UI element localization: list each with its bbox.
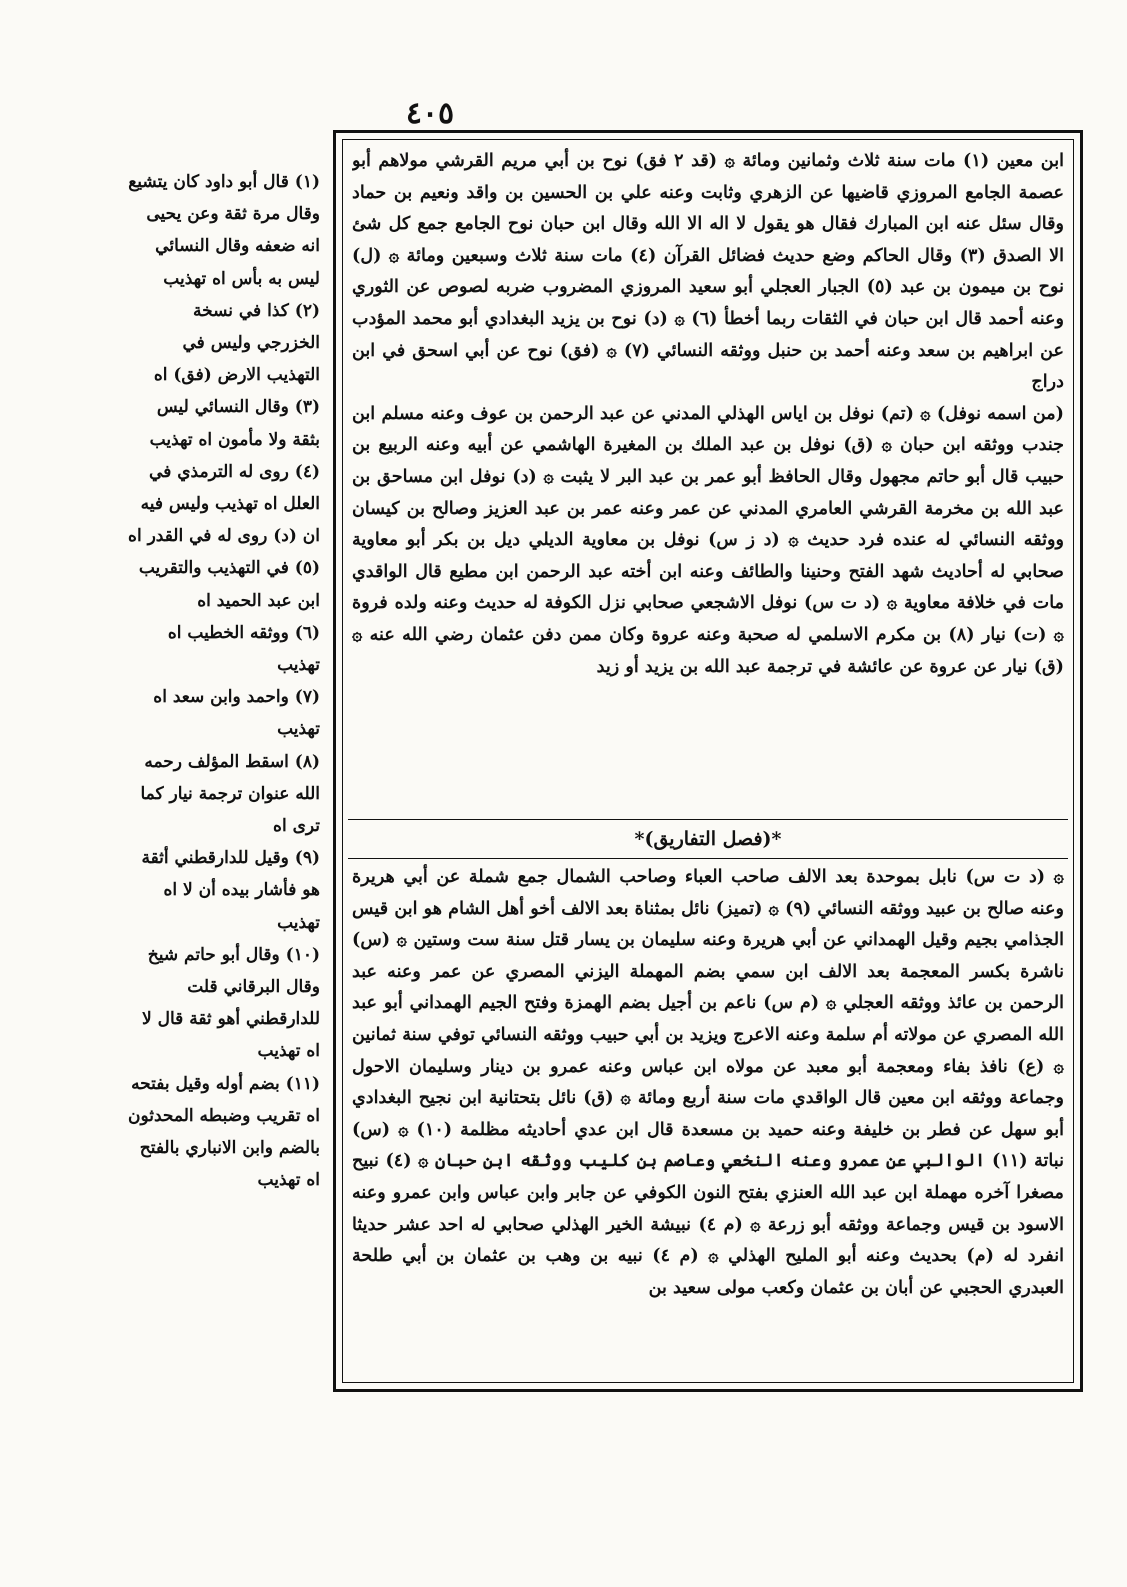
margin-note: (٦) ووثقه الخطيب اه تهذيب xyxy=(167,622,320,676)
margin-note: (٤) روى له الترمذي في العلل اه تهذيب وليس فيه ان (د) روى له في القدر اه xyxy=(128,461,320,547)
paragraph-tafariq: ۞ (د ت س) نابل بموحدة بعد الالف صاحب العباء وصاحب الشمال جمع شملة عن أبي هريرة وعنه صالح بن عبيد ووثقه النسائي (٩) ۞ (تميز) نائل بمثناة بعد الالف أخو أهل الشام هو ابن قيس الجذامي بجيم وقيل الهمداني عن أبي هريرة وعنه سليمان بن يسار قتل سنة ست وستين ۞ (س) ناشرة بكسر المعجمة بعد الالف ابن سمي بضم المهملة اليزني المصري عن عمر وعنه عبد الرحمن بن عائذ ووثقه العجلي ۞ (م س) ناعم بن أجيل بضم الهمزة وفتح الجيم الهمداني أبو عبد الله المصري عن مولاته أم سلمة وعنه الاعرج ويزيد بن أبي حبيب ووثقه النسائي توفي سنة ثمانين ۞ (ع) نافذ بفاء ومعجمة أبو معبد عن مولاه ابن عباس وعنه عمرو بن دينار وسليمان الاحول وجماعة ووثقه ابن معين قال الواقدي مات سنة أربع ومائة ۞ (ق) نائل بتحتانية ابن نجيح البغدادي أبو سهل عن فطر بن خليفة وعنه حميد بن مسعدة قال ابن عدي أحاديثه مظلمة (١٠) ۞ (س) نباتة (١١) الوالبي عن عمرو وعنه النخعي وعاصم بن كليب ووثقه ابن حبان ۞ (٤) نبيح مصغرا آخره مهملة ابن عبد الله العنزي بفتح النون الكوفي عن جابر وابن عباس وابن عمرو وعنه الاسود بن قيس وجماعة ووثقه أبو زرعة ۞ (م ٤) نبيشة الخير الهذلي صحابي له احد عشر حديثا انفرد له (م) بحديث وعنه أبو المليح الهذلي ۞ (م ٤) نبيه بن وهب بن عثمان بن أبي طلحة العبدري الحجبي عن أبان بن عثمان وكعب مولى سعيد بن xyxy=(352,866,1064,1298)
margin-note: (١١) بضم أوله وقيل بفتحه اه تقريب وضبطه المحدثون بالضم وابن الانباري بالفتح اه تهذيب xyxy=(128,1073,320,1191)
margin-note: (١) قال أبو داود كان يتشيع وقال مرة ثقة وعن يحيى انه ضعفه وقال النسائي ليس به بأس اه تهذيب xyxy=(128,172,320,289)
margin-notes xyxy=(128,166,320,1366)
margin-note: (٣) وقال النسائي ليس بثقة ولا مأمون اه تهذيب xyxy=(149,397,320,450)
margin-note: (١٠) وقال أبو حاتم شيخ وقال البرقاني قلت للدارقطني أهو ثقة قال لا اه تهذيب xyxy=(142,944,320,1062)
top-text-block xyxy=(352,145,1064,809)
margin-note: (٨) اسقط المؤلف رحمه الله عنوان ترجمة نيار كما ترى اه xyxy=(140,751,320,837)
paragraph-nawfal: (من اسمه نوفل) ۞ (تم) نوفل بن اياس الهذلي المدني عن عبد الرحمن بن عوف وعنه مسلم ابن جندب ووثقه ابن حبان ۞ (ق) نوفل بن عبد الملك بن المغيرة الهاشمي عن أبيه وعنه الربيع بن حبيب قال أبو حاتم مجهول وقال الحافظ أبو عمر بن عبد البر لا يثبت ۞ (د) نوفل ابن مساحق بن عبد الله بن مخرمة القرشي العامري المدني عن عمر وعنه عمر بن عبد العزيز وصالح بن كيسان ووثقه النسائي له عنده فرد حديث ۞ (د ز س) نوفل بن معاوية الديلي ديل بن بكر أبو معاوية صحابي له أحاديث شهد الفتح وحنينا والطائف وعنه ابن أخته عبد الرحمن ابن مطيع قال الواقدي مات في خلافة معاوية ۞ (د ت س) نوفل الاشجعي صحابي نزل الكوفة له حديث وعنه ولده فروة ۞ (ت) نيار (٨) بن مكرم الاسلمي له صحبة وعنه عروة وكان ممن دفن عثمان رضي الله عنه ۞ (ق) نيار عن عروة عن عائشة في ترجمة عبد الله بن يزيد أو زيد xyxy=(352,402,1064,677)
bottom-text-block xyxy=(352,861,1064,1381)
margin-note: (٢) كذا في نسخة الخزرجي وليس في التهذيب الارض (فق) اه xyxy=(153,300,320,386)
page-number: ٤٠٥ xyxy=(405,96,455,131)
margin-note: (٩) وقيل للدارقطني أثقة هو فأشار بيده أن لا اه تهذيب xyxy=(141,848,320,933)
main-text-frame xyxy=(333,130,1083,1392)
margin-note: (٥) في التهذيب والتقريب ابن عبد الحميد اه xyxy=(138,558,320,611)
paragraph-nuh: ابن معين (١) مات سنة ثلاث وثمانين ومائة ۞ (قد ٢ فق) نوح بن أبي مريم القرشي مولاهم أبو عصمة الجامع المروزي قاضيها عن الزهري وثابت وعنه علي بن الحسين بن واقد ونعيم بن حماد وقال سئل عنه ابن المبارك فقال هو يقول لا اله الا الله وقال ابن حبان نوح الجامع جمع كل شئ الا الصدق (٣) وقال الحاكم وضع حديث فضائل القرآن (٤) مات سنة ثلاث وسبعين ومائة ۞ (ل) نوح بن ميمون بن عبد (٥) الجبار العجلي أبو سعيد المروزي المضروب ضربه لصوص عن الثوري وعنه أحمد قال ابن حبان في الثقات ربما أخطأ (٦) ۞ (د) نوح بن يزيد البغدادي أبو محمد المؤدب عن ابراهيم بن سعد وعنه أحمد بن حنبل ووثقه النسائي (٧) ۞ (فق) نوح عن أبي اسحق في ابن دراج xyxy=(352,150,1064,393)
section-title: *(فصل التفاريق)* xyxy=(348,819,1068,859)
margin-note: (٧) واحمد وابن سعد اه تهذيب xyxy=(153,687,320,740)
